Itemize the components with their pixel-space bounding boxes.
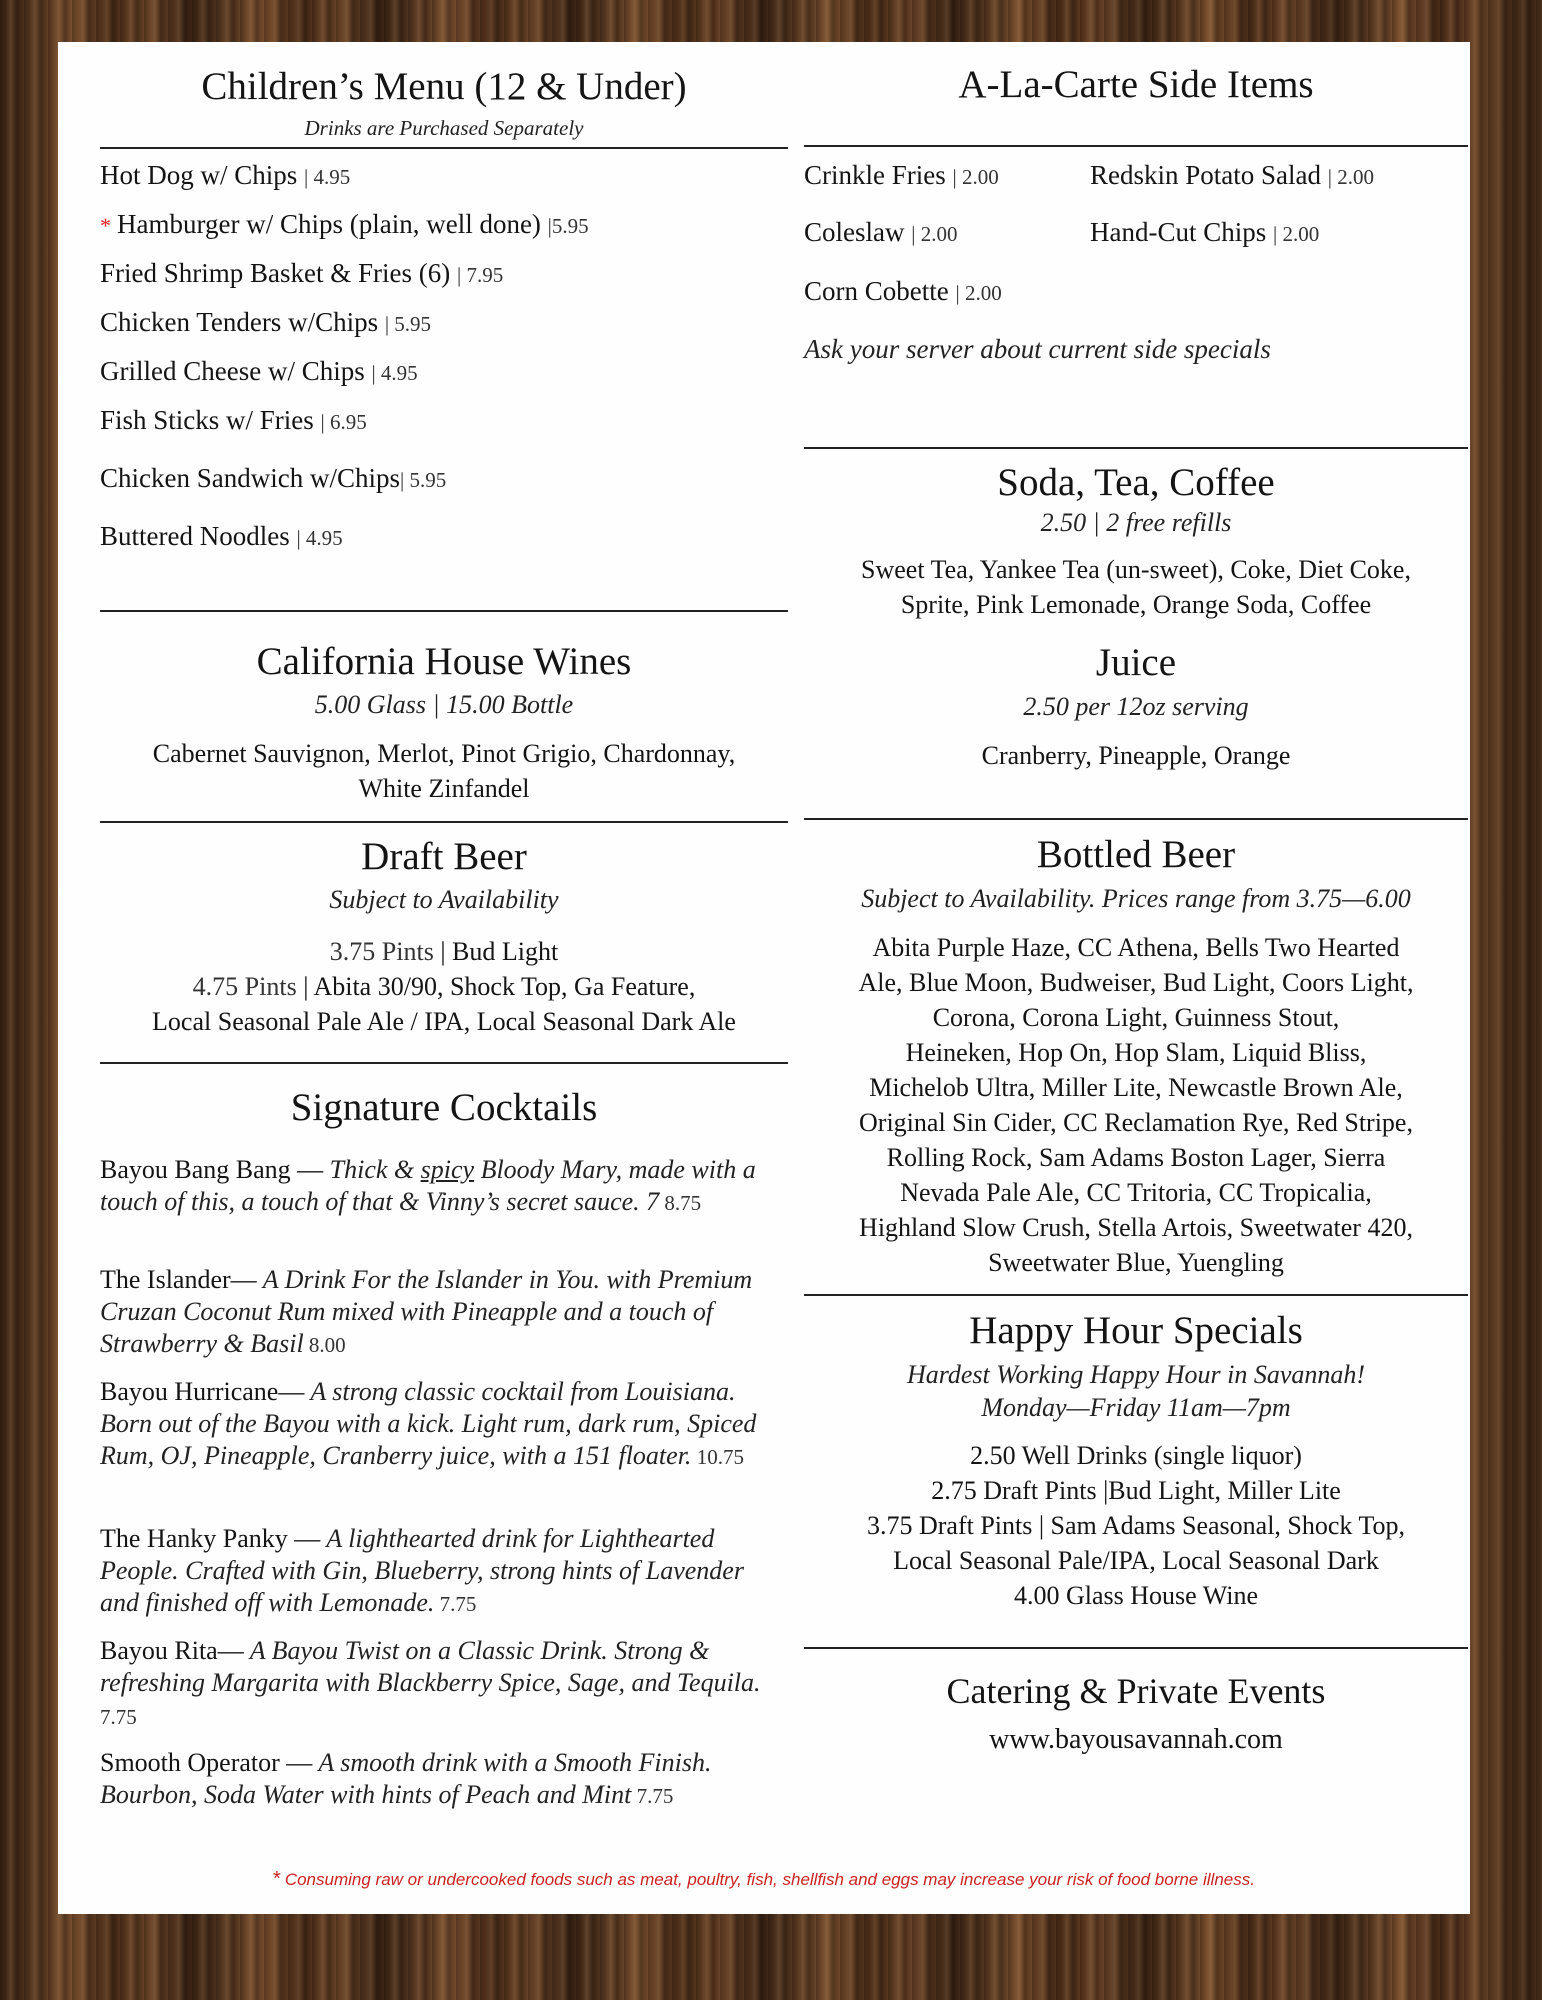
item-name: Fried Shrimp Basket & Fries (6) (100, 258, 451, 288)
cocktail-price: 8.00 (303, 1333, 346, 1357)
cocktail-description: A Bayou Twist on a Classic Drink. Strong & refreshing Margarita with Blackberry Spice, Sage, and Tequila. (100, 1636, 761, 1697)
item-name: Crinkle Fries (804, 160, 946, 190)
soda-list (804, 552, 1468, 622)
wine-line: Cabernet Sauvignon, Merlot, Pinot Grigio, Chardonnay, (152, 739, 736, 768)
house-wines-subtitle: 5.00 Glass | 15.00 Bottle (314, 690, 574, 719)
draft-line (100, 969, 788, 1004)
cocktail-description: spicy (420, 1155, 475, 1184)
item-price: | 4.95 (371, 361, 418, 385)
item-price: | 4.95 (296, 526, 343, 550)
divider (100, 821, 788, 823)
divider (804, 1647, 1468, 1649)
happy-hour-line: Local Seasonal Pale/IPA, Local Seasonal Dark (893, 1546, 1379, 1575)
happy-hour-list (804, 1438, 1468, 1613)
cocktail-description: A Drink For the Islander in You. with Premium Cruzan Coconut Rum mixed with Pineapple and a touch of Strawberry & Basil (100, 1265, 753, 1358)
side-items-title: A-La-Carte Side Items (958, 63, 1314, 106)
item-price: | 2.00 (1327, 165, 1374, 189)
draft-line: Local Seasonal Pale Ale / IPA, Local Seasonal Dark Ale (152, 1007, 736, 1036)
house-wines-list (100, 736, 788, 806)
cocktail-price: 8.75 (659, 1191, 702, 1215)
happy-hour-line: 2.50 Well Drinks (single liquor) (970, 1441, 1302, 1470)
cocktail-description: A strong classic cocktail from Louisiana. Born out of the Bayou with a kick. Light rum, dark rum, Spiced Rum, OJ, Pineapple, Cranberry juice, with a 151 floater. (100, 1377, 757, 1470)
cocktail-name: Smooth Operator — (100, 1748, 313, 1777)
item-price: | 6.95 (320, 410, 367, 434)
juice-title: Juice (1095, 641, 1177, 684)
divider (100, 1062, 788, 1064)
side-specials-note: Ask your server about current side specials (804, 334, 1271, 364)
menu-item (100, 463, 446, 494)
cocktail-description: Bloody Mary, made with a touch of this, a touch of that & Vinny’s secret sauce. 7 (100, 1155, 756, 1216)
happy-hour-days: Monday—Friday 11am—7pm (981, 1393, 1291, 1422)
item-price: | 4.95 (304, 165, 351, 189)
divider (804, 447, 1468, 449)
soda-tea-coffee-title: Soda, Tea, Coffee (997, 461, 1275, 504)
divider (100, 610, 788, 612)
soda-line: Sweet Tea, Yankee Tea (un-sweet), Coke, Diet Coke, (861, 555, 1411, 584)
item-name: Hamburger w/ Chips (plain, well done) (117, 209, 541, 239)
cocktail-item (100, 1376, 780, 1473)
draft-price: 4.75 Pints (192, 972, 297, 1001)
item-name: Chicken Sandwich w/Chips (100, 463, 400, 493)
cocktail-item (100, 1264, 780, 1361)
wine-line: White Zinfandel (358, 774, 530, 803)
item-price: | 7.95 (456, 263, 504, 287)
bottled-beer-subtitle: Subject to Availability. Prices range from 3.75—6.00 (861, 884, 1411, 913)
happy-hour-line: 3.75 Draft Pints | Sam Adams Seasonal, Shock Top, (866, 1511, 1406, 1540)
signature-cocktails-title: Signature Cocktails (290, 1086, 598, 1129)
cocktail-description: Thick & (323, 1155, 421, 1184)
item-price: | 2.00 (952, 165, 999, 189)
bottled-beer-title: Bottled Beer (1036, 833, 1236, 876)
food-safety-warning (58, 1868, 1470, 1891)
side-item (804, 160, 999, 191)
menu-item (100, 405, 367, 436)
childrens-menu-title: Children’s Menu (12 & Under) (201, 65, 687, 108)
soda-line: Sprite, Pink Lemonade, Orange Soda, Coffee (900, 590, 1372, 619)
draft-beer-list (100, 934, 788, 1039)
cocktail-name: The Hanky Panky — (100, 1524, 321, 1553)
juice-list (804, 738, 1468, 773)
draft-line (100, 934, 788, 969)
cocktail-item (100, 1523, 780, 1620)
happy-hour-title: Happy Hour Specials (969, 1309, 1303, 1352)
menu-item (100, 209, 589, 240)
divider (100, 147, 788, 149)
beer-line: Heineken, Hop On, Hop Slam, Liquid Bliss, (905, 1038, 1367, 1067)
beer-line: Abita Purple Haze, CC Athena, Bells Two Hearted (872, 933, 1400, 962)
website-link[interactable]: www.bayousavannah.com (989, 1724, 1283, 1755)
menu-item (100, 356, 418, 387)
childrens-menu-subtitle: Drinks are Purchased Separately (304, 116, 584, 140)
cocktail-description: A lighthearted drink for Lighthearted People. Crafted with Gin, Blueberry, strong hints of Lavender and finished off with Lemonade. (100, 1524, 744, 1617)
raw-warning-star: * (273, 1868, 281, 1890)
item-name: Chicken Tenders w/Chips (100, 307, 379, 337)
menu-item (100, 307, 431, 338)
item-name: Grilled Cheese w/ Chips (100, 356, 365, 386)
side-item (804, 217, 957, 248)
cocktail-item (100, 1635, 780, 1733)
warning-text: Consuming raw or undercooked foods such as meat, poultry, fish, shellfish and eggs may increase your risk of food borne illness. (284, 1870, 1255, 1889)
menu-page (58, 42, 1470, 1914)
item-name: Hand-Cut Chips (1090, 217, 1267, 247)
house-wines-title: California House Wines (256, 640, 632, 683)
cocktail-description: A smooth drink with a Smooth Finish. Bourbon, Soda Water with hints of Peach and Mint (100, 1748, 712, 1809)
cocktail-name: Bayou Bang Bang — (100, 1155, 324, 1184)
item-price: |5.95 (547, 214, 589, 238)
beer-line: Rolling Rock, Sam Adams Boston Lager, Sierra (886, 1143, 1386, 1172)
item-price: | 2.00 (955, 281, 1002, 305)
draft-items: | Bud Light (440, 937, 559, 966)
happy-hour-line: 4.00 Glass House Wine (1013, 1581, 1258, 1610)
cocktail-price: 7.75 (434, 1592, 477, 1616)
cocktail-name: Bayou Hurricane— (100, 1377, 305, 1406)
menu-item (100, 521, 343, 552)
divider (804, 1294, 1468, 1296)
item-name: Redskin Potato Salad (1090, 160, 1321, 190)
catering-title: Catering & Private Events (946, 1671, 1326, 1711)
divider (804, 818, 1468, 820)
beer-line: Michelob Ultra, Miller Lite, Newcastle Brown Ale, (869, 1073, 1403, 1102)
side-item (1090, 217, 1319, 248)
item-name: Hot Dog w/ Chips (100, 160, 298, 190)
happy-hour-subtitle: Hardest Working Happy Hour in Savannah! (906, 1360, 1366, 1389)
side-item (804, 276, 1002, 307)
item-name: Coleslaw (804, 217, 905, 247)
beer-line: Highland Slow Crush, Stella Artois, Sweetwater 420, (859, 1213, 1413, 1242)
item-price: | 2.00 (911, 222, 958, 246)
cocktail-price: 10.75 (691, 1445, 744, 1469)
menu-item (100, 258, 503, 289)
beer-line: Corona, Corona Light, Guinness Stout, (932, 1003, 1340, 1032)
cocktail-item (100, 1154, 780, 1219)
bottled-beer-list (804, 930, 1468, 1280)
juice-line: Cranberry, Pineapple, Orange (981, 741, 1291, 770)
beer-line: Sweetwater Blue, Yuengling (988, 1248, 1284, 1277)
cocktail-name: Bayou Rita— (100, 1636, 244, 1665)
draft-beer-subtitle: Subject to Availability (329, 885, 559, 914)
draft-beer-title: Draft Beer (361, 835, 527, 878)
beer-line: Original Sin Cider, CC Reclamation Rye, Red Stripe, (859, 1108, 1413, 1137)
beer-line: Ale, Blue Moon, Budweiser, Bud Light, Coors Light, (858, 968, 1414, 997)
cocktail-price: 7.75 (100, 1705, 137, 1729)
draft-price: 3.75 Pints (329, 937, 434, 966)
menu-item (100, 160, 350, 191)
juice-subtitle: 2.50 per 12oz serving (1023, 692, 1249, 721)
raw-warning-star: * (100, 213, 111, 238)
item-price: | 2.00 (1273, 222, 1320, 246)
item-name: Fish Sticks w/ Fries (100, 405, 314, 435)
item-price: | 5.95 (399, 468, 447, 492)
cocktail-price: 7.75 (631, 1784, 674, 1808)
draft-items: | Abita 30/90, Shock Top, Ga Feature, (303, 972, 696, 1001)
beer-line: Nevada Pale Ale, CC Tritoria, CC Tropicalia, (900, 1178, 1372, 1207)
happy-hour-line: 2.75 Draft Pints |Bud Light, Miller Lite (931, 1476, 1341, 1505)
soda-subtitle: 2.50 | 2 free refills (1040, 508, 1232, 537)
divider (804, 145, 1468, 147)
item-price: | 5.95 (384, 312, 432, 336)
item-name: Corn Cobette (804, 276, 949, 306)
cocktail-name: The Islander— (100, 1265, 257, 1294)
cocktail-item (100, 1747, 780, 1812)
item-name: Buttered Noodles (100, 521, 290, 551)
side-item (1090, 160, 1374, 191)
